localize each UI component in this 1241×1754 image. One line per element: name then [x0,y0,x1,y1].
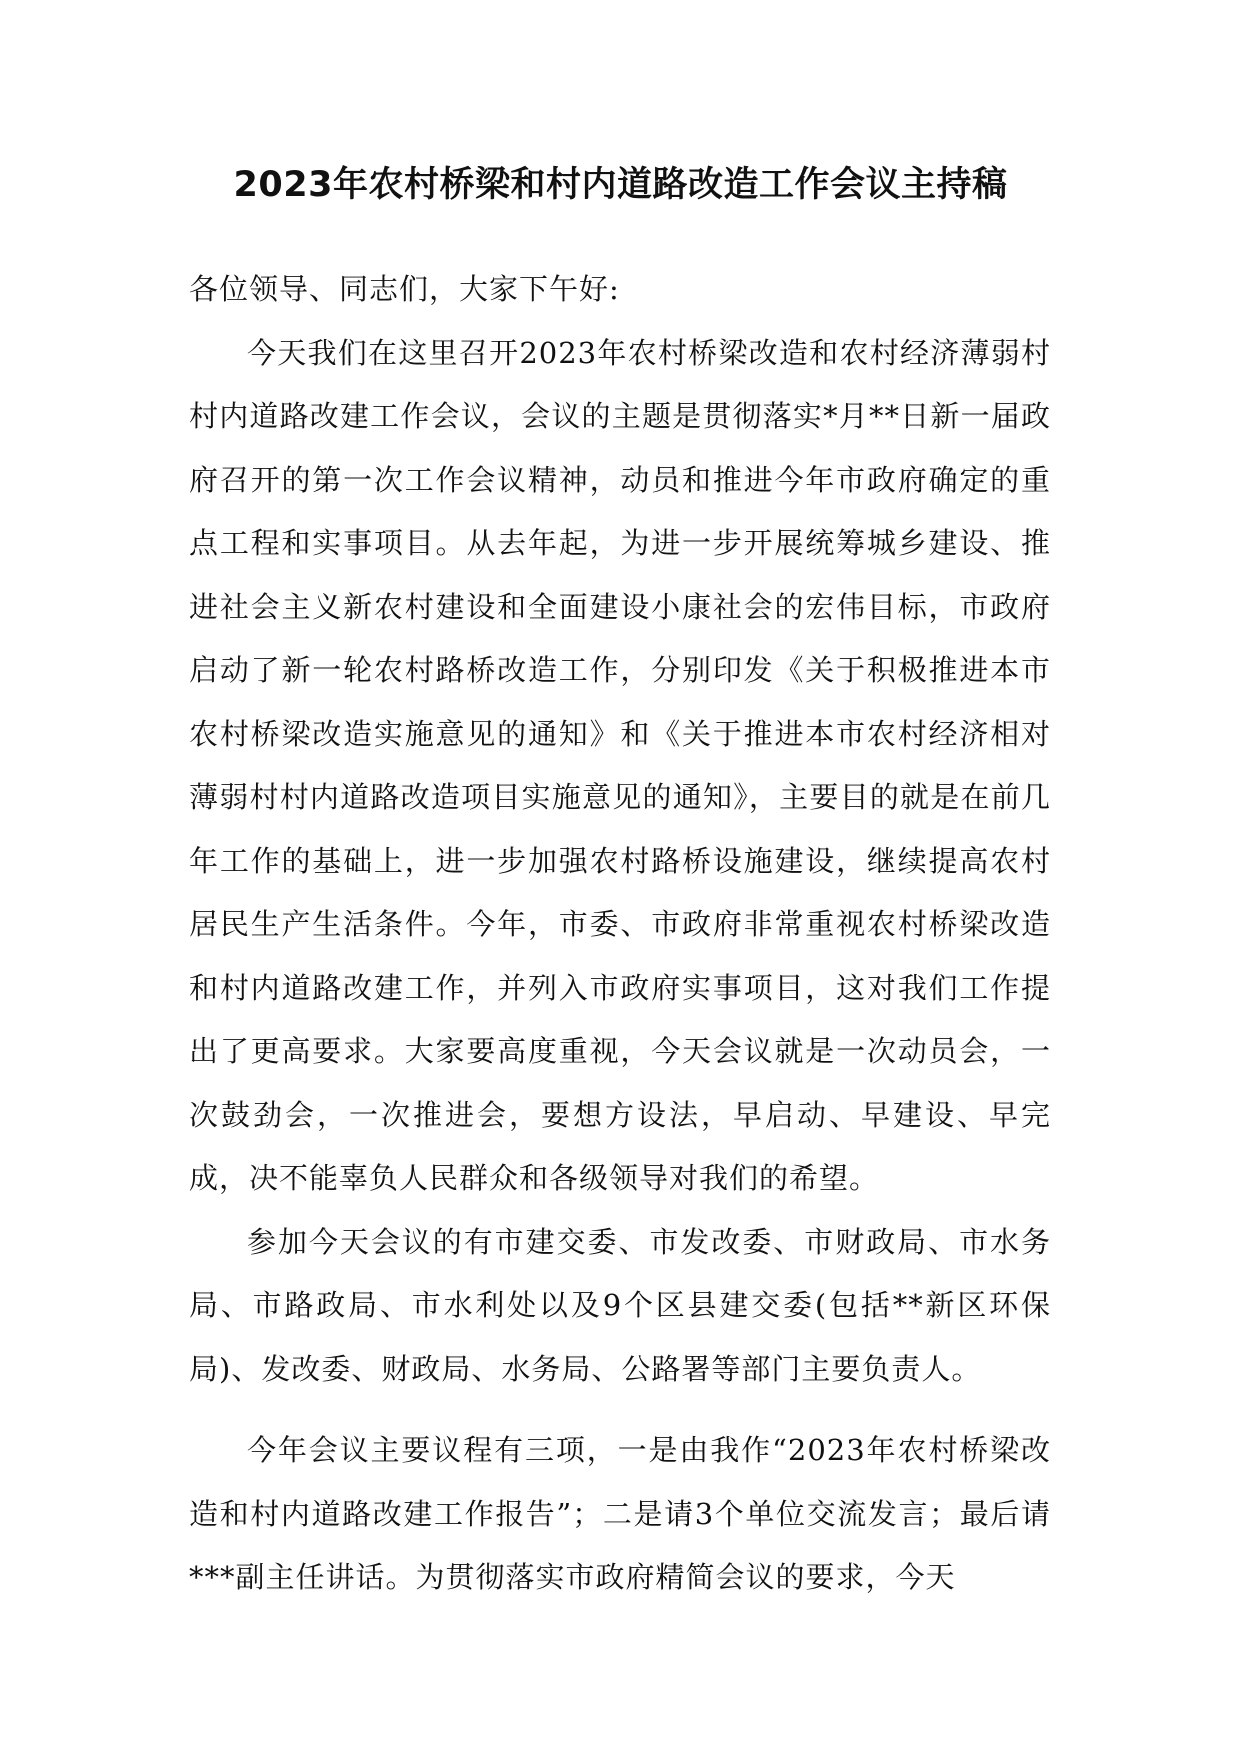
salutation: 各位领导、同志们，大家下午好: [189,272,620,306]
document-body [189,258,1051,1610]
paragraph-attendees: 参加今天会议的有市建交委、市发改委、市财政局、市水务局、市路政局、市水利处以及9个区县建交委(包括**新区环保局)、发改委、财政局、水务局、公路署等部门主要负责人。 [189,1224,1051,1386]
document-title: 2023年农村桥梁和村内道路改造工作会议主持稿 [233,165,1008,205]
paragraph-agenda: 今年会议主要议程有三项，一是由我作“2023年农村桥梁改造和村内道路改建工作报告”；二是请3个单位交流发言；最后请***副主任讲话。为贯彻落实市政府精简会议的要求，今天 [189,1433,1051,1594]
paragraph-opening: 今天我们在这里召开2023年农村桥梁改造和农村经济薄弱村村内道路改建工作会议，会议的主题是贯彻落实*月**日新一届政府召开的第一次工作会议精神，动员和推进今年市政府确定的重点工程和实事项目。从去年起，为进一步开展统筹城乡建设、推进社会主义新农村建设和全面建设小康社会的宏伟目标，市政府启动了新一轮农村路桥改造工作，分别印发《关于积极推进本市农村桥梁改造实施意见的通知》和《关于推进本市农村经济相对薄弱村村内道路改造项目实施意见的通知》，主要目的就是在前几年工作的基础上，进一步加强农村路桥设施建设，继续提高农村居民生产生活条件。今年，市委、市政府非常重视农村桥梁改造和村内道路改建工作，并列入市政府实事项目，这对我们工作提出了更高要求。大家要高度重视，今天会议就是一次动员会，一次鼓劲会，一次推进会，要想方设法，早启动、早建设、早完成，决不能辜负人民群众和各级领导对我们的希望。 [189,335,1051,1195]
